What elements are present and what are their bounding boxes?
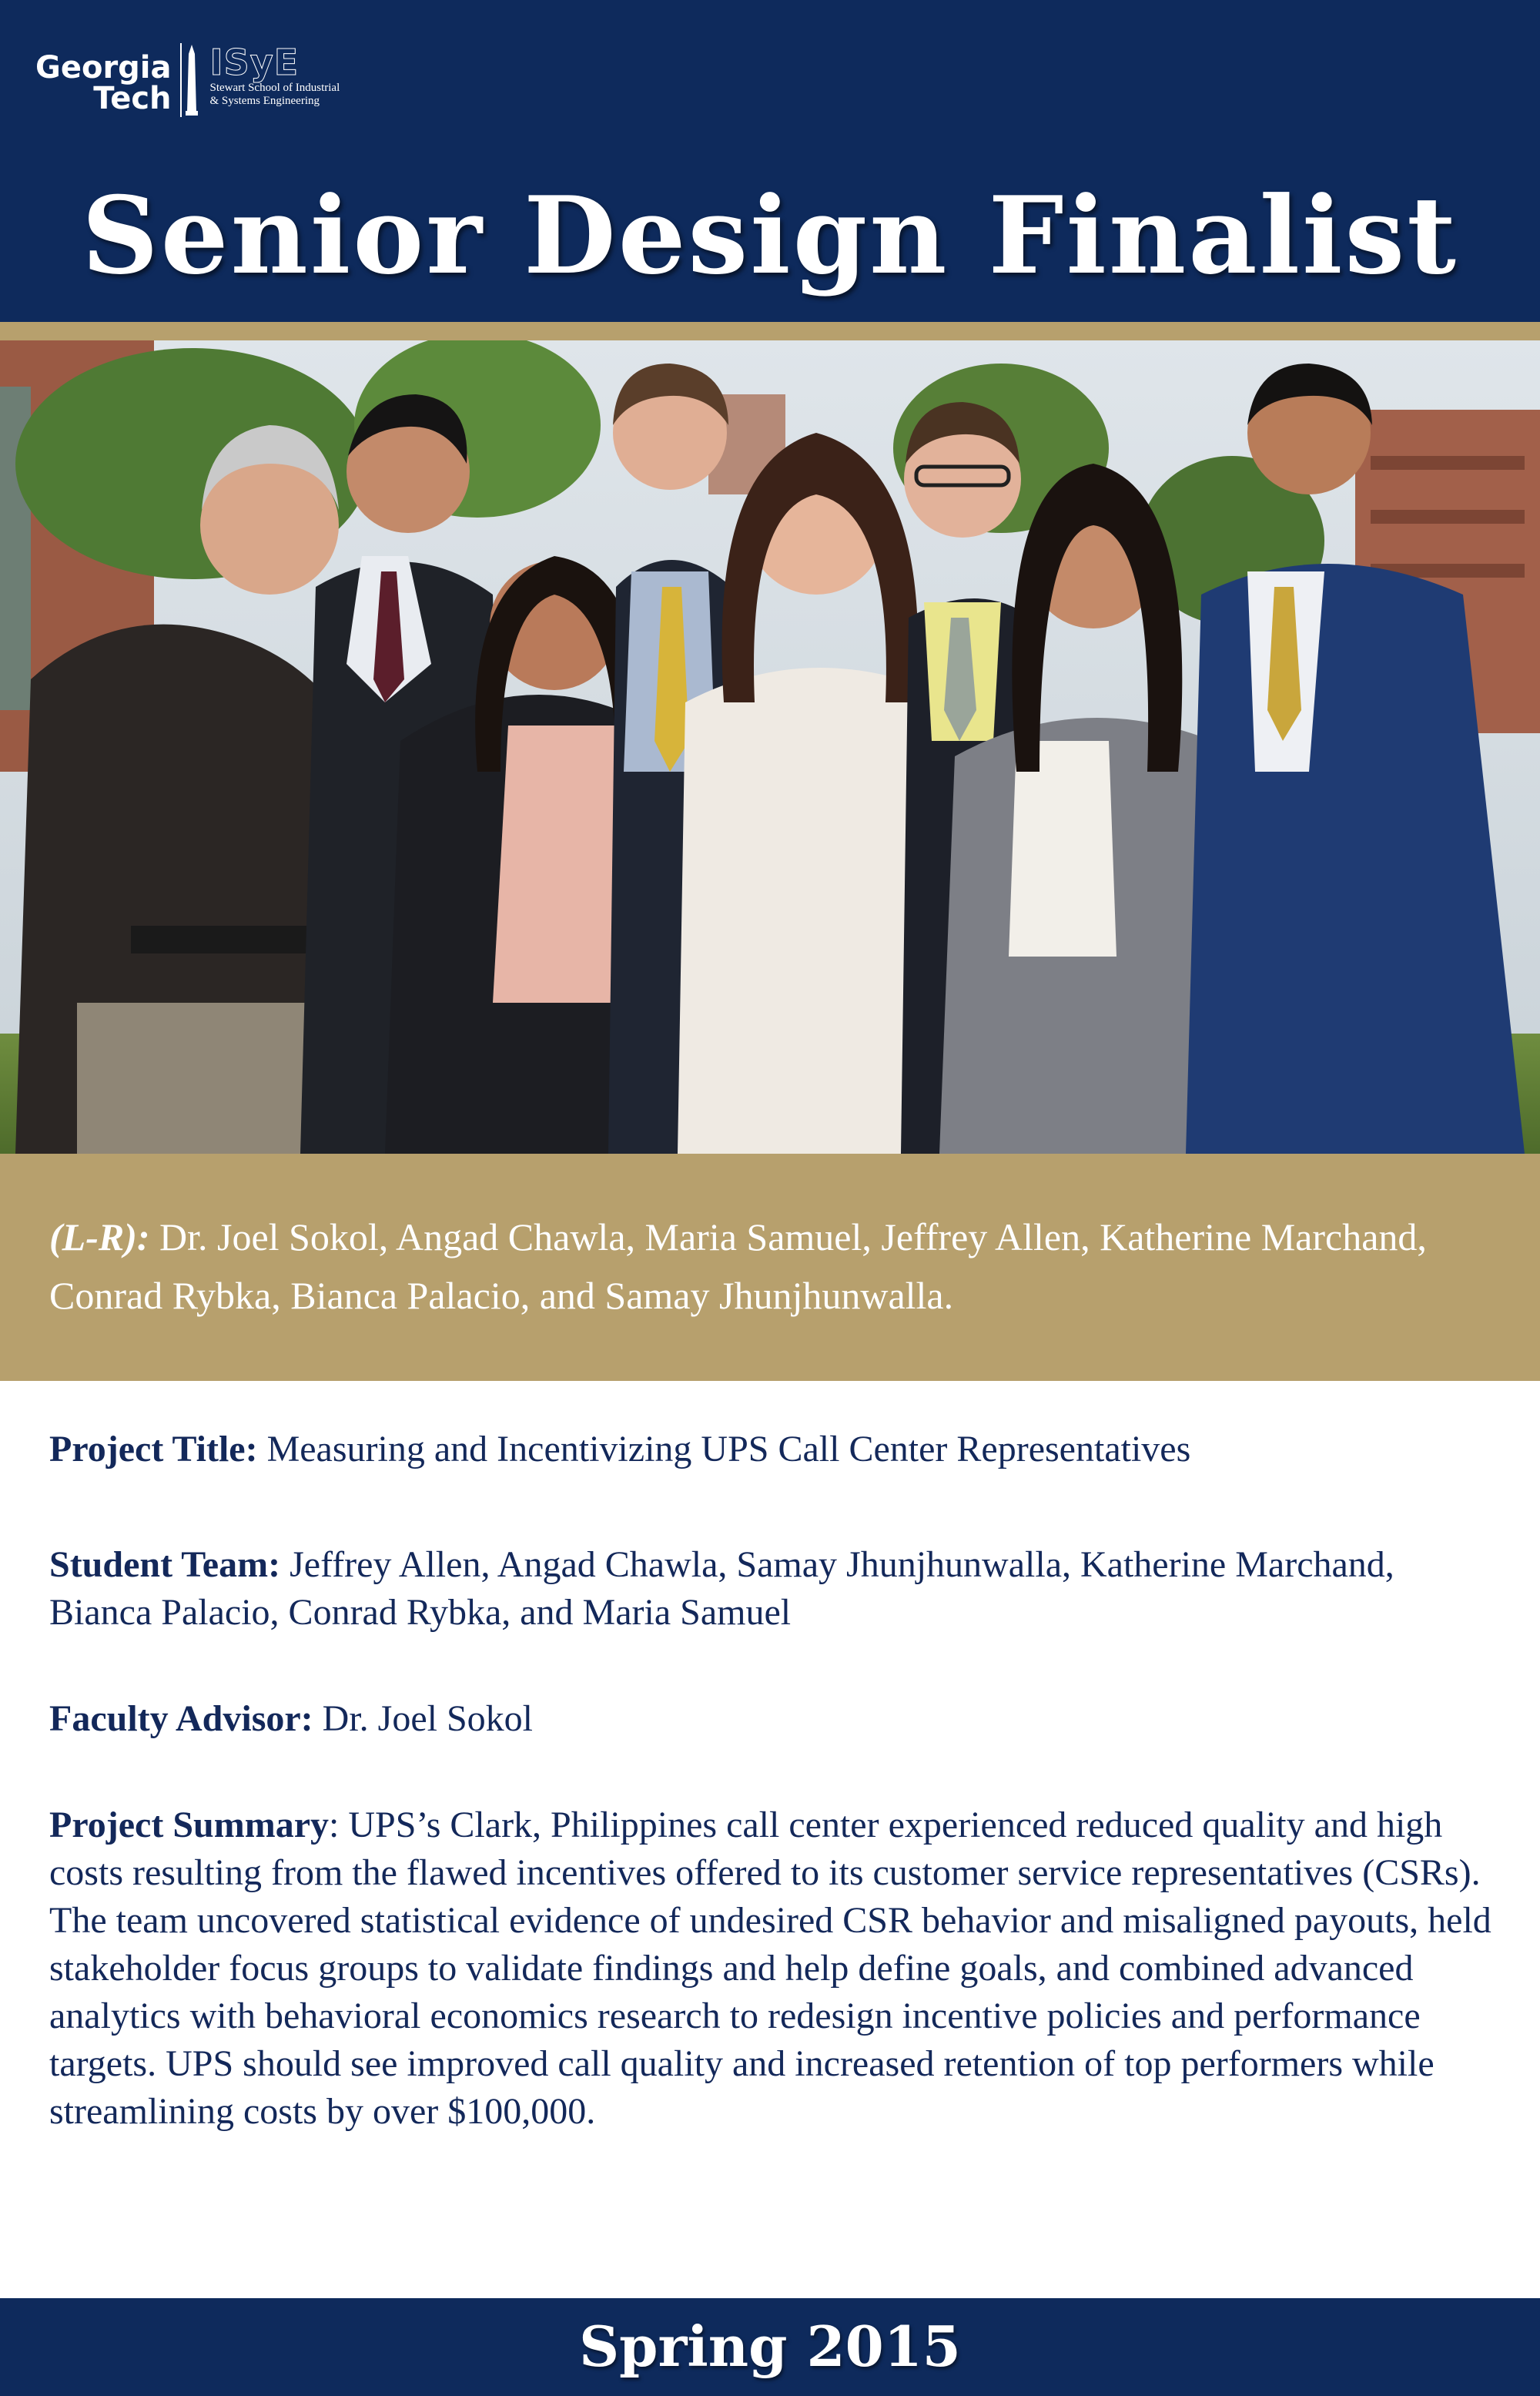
student-team-paragraph	[49, 1541, 1497, 1637]
student-team-label: Student Team:	[49, 1544, 281, 1585]
team-photo-illustration	[0, 340, 1540, 1154]
logo-isye-sub1: Stewart School of Industrial	[209, 82, 340, 94]
caption-text-block	[49, 1208, 1505, 1325]
faculty-advisor-paragraph	[49, 1695, 1497, 1743]
logo-isye-sub2: & Systems Engineering	[209, 95, 320, 107]
isye-wordmark	[210, 43, 340, 108]
logo-isye: ISyE	[209, 42, 300, 83]
project-title-label: Project Title:	[49, 1429, 258, 1469]
caption-names: Dr. Joel Sokol, Angad Chawla, Maria Samuel, Jeffrey Allen, Katherine Marchand, Conrad Rybka, Bianca Palacio, and Samay Jhunjhunwalla.	[49, 1215, 1427, 1317]
footer-banner	[0, 2298, 1540, 2396]
project-title-paragraph	[49, 1426, 1497, 1473]
logo-gt-line2: Tech	[93, 81, 172, 116]
student-team-value: Jeffrey Allen, Angad Chawla, Samay Jhunjhunwalla, Katherine Marchand, Bianca Palacio, Conrad Rybka, and Maria Samuel	[49, 1544, 1394, 1633]
georgia-tech-wordmark	[35, 52, 172, 114]
term-label: Spring 2015	[579, 2314, 961, 2379]
header-banner	[0, 0, 1540, 322]
faculty-advisor-label: Faculty Advisor:	[49, 1698, 313, 1739]
photo-caption	[0, 1154, 1540, 1381]
project-summary-value: : UPS’s Clark, Philippines call center experienced reduced quality and high costs resulting from the flawed incentives offered to its customer service representatives (CSRs). The team uncovered statistical evidence of undesired CSR behavior and misaligned payouts, held stakeholder focus groups to validate findings and help define goals, and combined advanced analytics with behavioral economics research to redesign incentive policies and performance targets. UPS should see improved call quality and increased retention of top performers while streamlining costs by over $100,000.	[49, 1805, 1491, 2132]
tech-tower-icon	[179, 43, 203, 117]
logo-gt-line1: Georgia	[35, 50, 172, 85]
faculty-advisor-value: Dr. Joel Sokol	[322, 1698, 534, 1739]
project-summary-paragraph	[49, 1801, 1497, 2136]
gold-divider	[0, 322, 1540, 340]
team-photo	[0, 340, 1540, 1154]
caption-lead: (L-R):	[49, 1215, 150, 1258]
project-title-value: Measuring and Incentivizing UPS Call Center Representatives	[266, 1429, 1191, 1469]
project-summary-label: Project Summary	[49, 1805, 329, 1845]
logo	[35, 43, 374, 128]
page-title: Senior Design Finalist	[82, 173, 1458, 298]
